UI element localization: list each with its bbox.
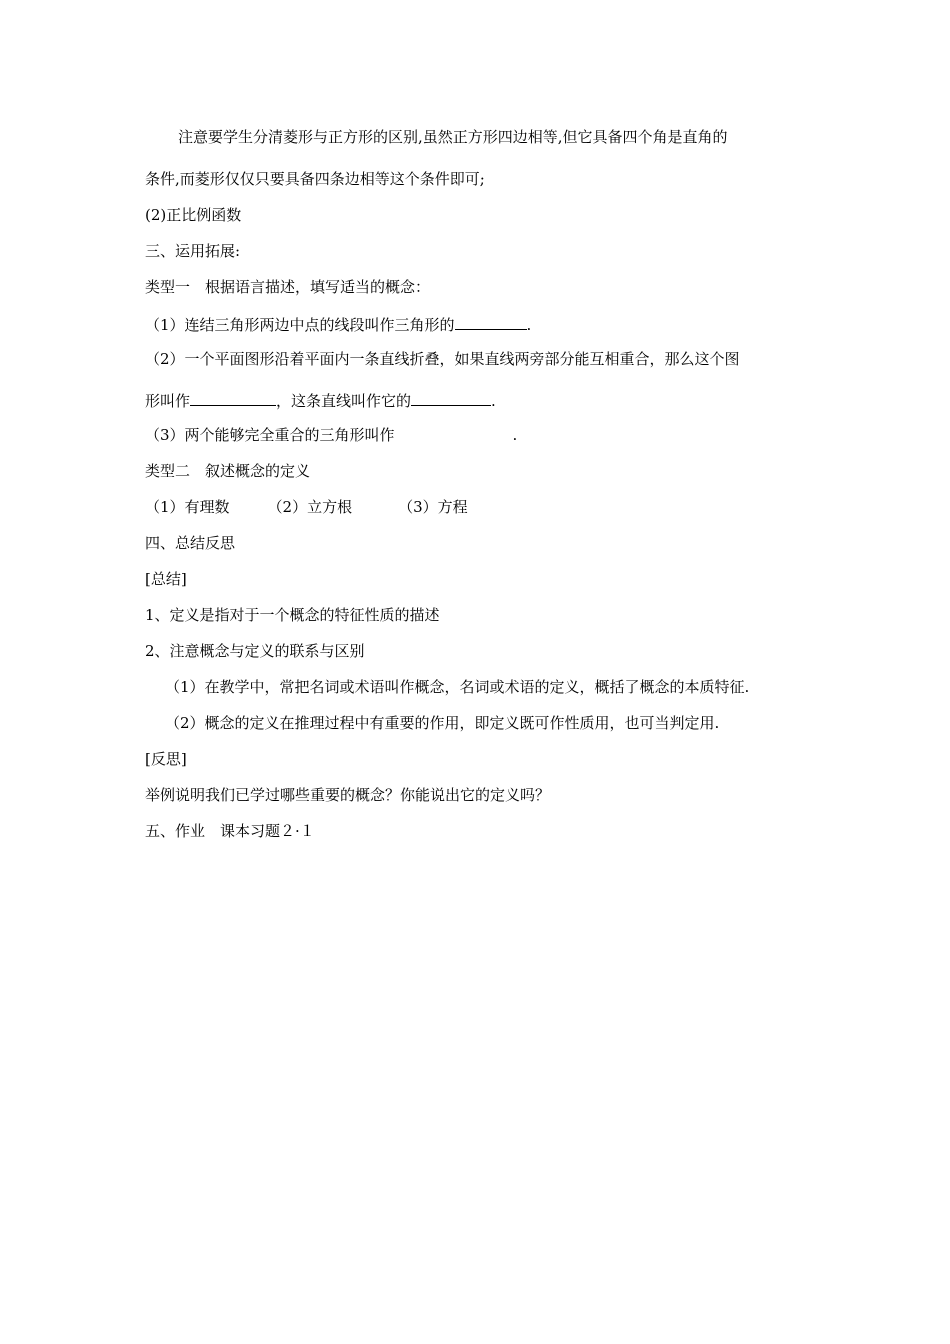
section-4-title: 四、总结反思 <box>145 534 236 552</box>
question-3-end: . <box>512 426 518 444</box>
question-3-text: （3）两个能够完全重合的三角形叫作 <box>145 426 395 444</box>
summary-point-2: 2、注意概念与定义的联系与区别 <box>145 642 365 660</box>
type-2-item: （2）立方根 <box>267 498 353 516</box>
question-2-text-b: ，这条直线叫作它的 <box>276 392 412 410</box>
question-2-line-1: （2）一个平面图形沿着平面内一条直线折叠，如果直线两旁部分能互相重合，那么这个图 <box>145 350 740 368</box>
type-1-heading: 类型一 根据语言描述，填写适当的概念： <box>145 278 431 296</box>
summary-subpoint-1: （1）在教学中，常把名词或术语叫作概念，名词或术语的定义，概括了概念的本质特征. <box>165 678 750 696</box>
type-2-heading: 类型二 叙述概念的定义 <box>145 462 311 480</box>
note-line-2: 条件,而菱形仅仅只要具备四条边相等这个条件即可; <box>145 170 485 188</box>
question-2-end: . <box>491 392 496 410</box>
summary-point-1: 1、定义是指对于一个概念的特征性质的描述 <box>145 606 440 624</box>
type-2-item: （1）有理数 <box>145 498 230 516</box>
question-1-blank[interactable] <box>455 313 527 330</box>
question-1-text: （1）连结三角形两边中点的线段叫作三角形的 <box>145 316 455 334</box>
question-2-line-2 <box>145 389 496 411</box>
reflection-question: 举例说明我们已学过哪些重要的概念？你能说出它的定义吗？ <box>145 786 551 804</box>
summary-label: [总结] <box>145 570 187 588</box>
question-2-blank-1[interactable] <box>190 389 276 406</box>
item-proportional-function: (2)正比例函数 <box>145 206 242 224</box>
reflection-label: [反思] <box>145 750 187 768</box>
summary-subpoint-2: （2）概念的定义在推理过程中有重要的作用，即定义既可作性质用，也可当判定用. <box>165 714 720 732</box>
type-2-items <box>145 497 468 517</box>
question-1-end: . <box>526 316 532 334</box>
question-3 <box>145 425 517 445</box>
type-2-item: （3）方程 <box>398 498 468 516</box>
question-1 <box>145 313 531 335</box>
question-2-text-a: 形叫作 <box>145 392 191 410</box>
section-5-homework: 五、作业 课本习题２·１ <box>145 822 315 840</box>
section-3-title: 三、运用拓展: <box>145 242 241 260</box>
question-2-blank-2[interactable] <box>411 389 491 406</box>
note-line-1: 注意要学生分清菱形与正方形的区别,虽然正方形四边相等,但它具备四个角是直角的 <box>178 128 728 146</box>
